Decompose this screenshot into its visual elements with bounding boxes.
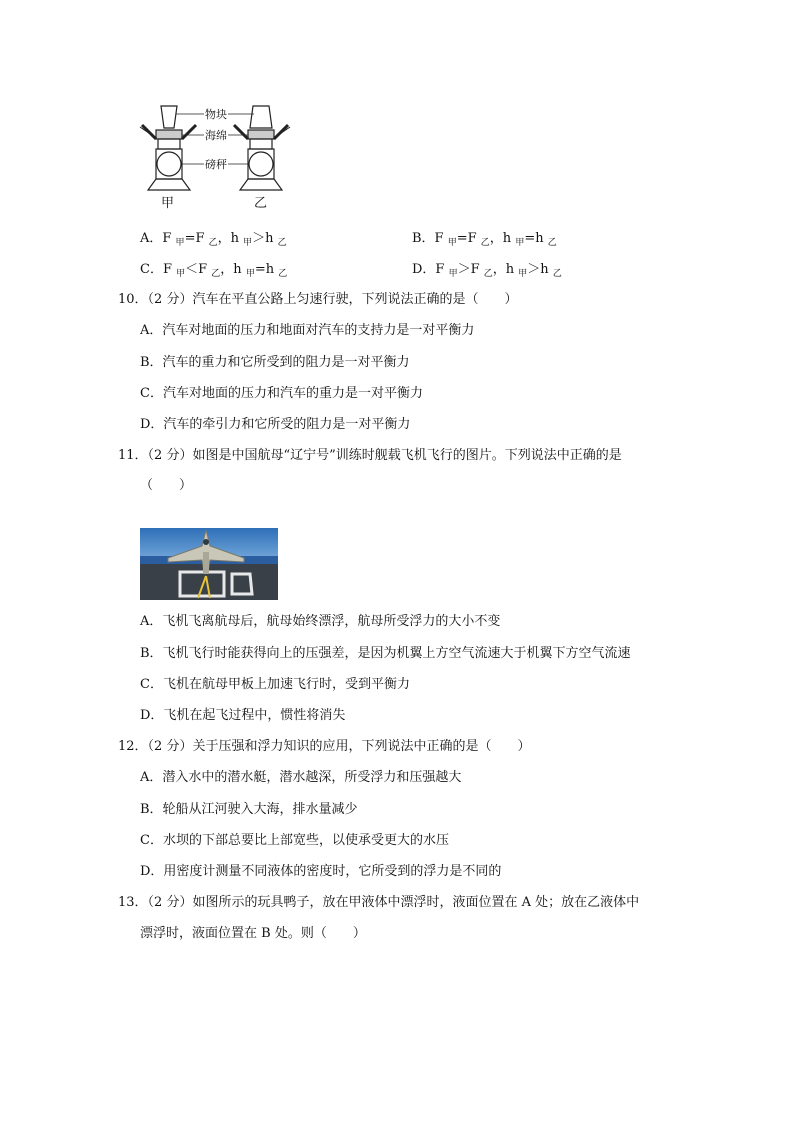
caption-yi: 乙 <box>254 196 268 211</box>
label-block: 物块 <box>205 108 227 121</box>
q9-option-c: C．F $_甲$＜F $_乙$，h $_甲$=h $_乙$ <box>140 262 288 279</box>
q11-option-a: A．飞机飞离航母后，航母始终漂浮，航母所受浮力的大小不变 <box>140 614 501 629</box>
q10-stem: 10．（2 分）汽车在平直公路上匀速行驶，下列说法正确的是（ ） <box>118 292 518 307</box>
caption-jia: 甲 <box>161 196 175 211</box>
q11-option-b: B．飞机飞行时能获得向上的压强差，是因为机翼上方空气流速大于机翼下方空气流速 <box>140 646 631 661</box>
q9-option-b: B．F $_甲$=F $_乙$，h $_甲$=h $_乙$ <box>412 231 557 248</box>
q12-option-a: A．潜入水中的潜水艇，潜水越深，所受浮力和压强越大 <box>140 770 462 785</box>
q12-option-d: D．用密度计测量不同液体的密度时，它所受到的浮力是不同的 <box>140 864 502 879</box>
q11-option-d: D．飞机在起飞过程中，惯性将消失 <box>140 708 346 723</box>
q10-option-d: D．汽车的牵引力和它所受的阻力是一对平衡力 <box>140 417 411 432</box>
q10-option-b: B．汽车的重力和它所受到的阻力是一对平衡力 <box>140 355 410 370</box>
q13-stem-cont: 漂浮时，液面位置在 B 处。则（ ） <box>140 926 366 941</box>
q11-option-c: C．飞机在航母甲板上加速飞行时，受到平衡力 <box>140 677 410 692</box>
carrier-jet-photo <box>140 528 278 600</box>
q9-option-a: A．F $_甲$=F $_乙$，h $_甲$＞h $_乙$ <box>140 231 287 248</box>
q13-stem: 13．（2 分）如图所示的玩具鸭子，放在甲液体中漂浮时，液面位置在 A 处；放在乙液体中 <box>118 895 640 910</box>
q12-option-c: C．水坝的下部总要比上部宽些，以使承受更大的水压 <box>140 833 449 848</box>
q9-option-d: D．F $_甲$＞F $_乙$，h $_甲$＞h $_乙$ <box>412 262 562 279</box>
q12-option-b: B．轮船从江河驶入大海，排水量减少 <box>140 802 358 817</box>
label-scale: 磅秤 <box>205 158 227 171</box>
q12-stem: 12．（2 分）关于压强和浮力知识的应用，下列说法中正确的是（ ） <box>118 739 531 754</box>
q10-option-c: C．汽车对地面的压力和汽车的重力是一对平衡力 <box>140 386 423 401</box>
q11-stem: 11．（2 分）如图是中国航母“辽宁号”训练时舰载飞机飞行的图片。下列说法中正确的是 <box>118 448 622 463</box>
q10-option-a: A．汽车对地面的压力和地面对汽车的支持力是一对平衡力 <box>140 323 475 338</box>
label-sponge: 海绵 <box>205 129 227 142</box>
q11-stem-cont: （ ） <box>140 478 193 493</box>
